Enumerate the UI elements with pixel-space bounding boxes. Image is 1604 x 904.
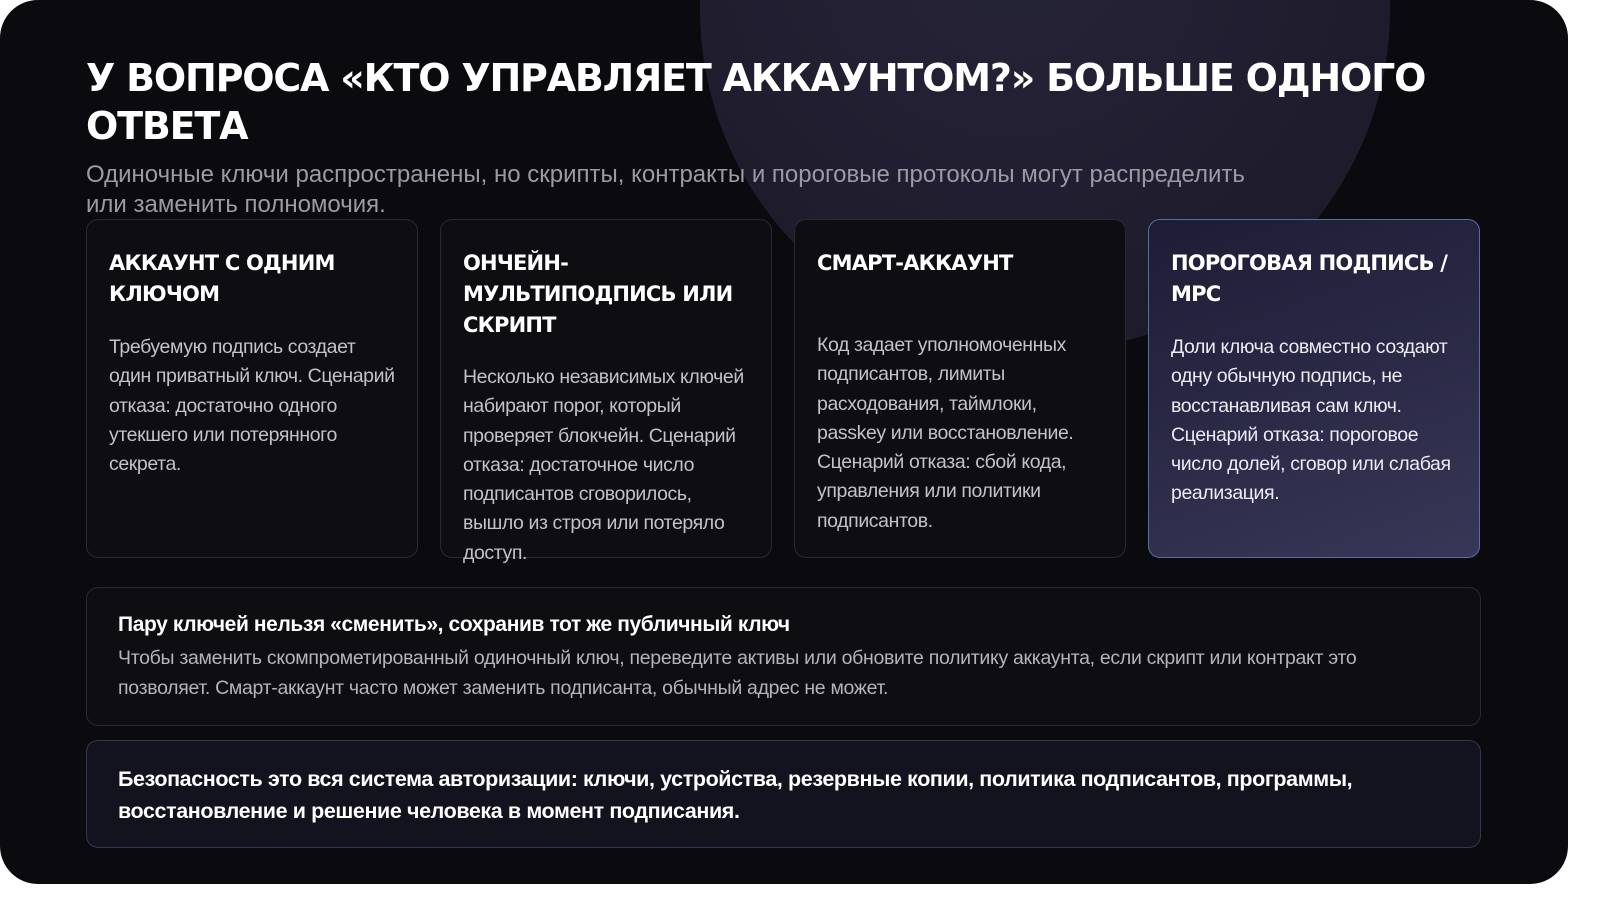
card-title: ПОРОГОВАЯ ПОДПИСЬ / MPC: [1171, 251, 1448, 306]
card-smart-account: [794, 219, 1126, 558]
card-title: СМАРТ-АККАУНТ: [817, 251, 1013, 275]
card-single-key: [86, 219, 418, 558]
card-text: Код задает уполномоченных подписантов, лимиты расходования, таймлоки, passkey или восстановление. Сценарий отказа: сбой кода, управления или политики подписантов.: [817, 334, 1074, 532]
card-threshold-mpc: [1148, 219, 1480, 558]
card-title: ОНЧЕЙН-МУЛЬТИПОДПИСЬ ИЛИ СКРИПТ: [463, 251, 733, 337]
notice-text: Чтобы заменить скомпрометированный одиночный ключ, переведите активы или обновите политику аккаунта, если скрипт или контракт это позволяет. Смарт-аккаунт часто может заменить подписанта, обычный адрес не может.: [118, 647, 1357, 699]
key-rotation-notice: [86, 587, 1481, 726]
card-text: Требуемую подпись создает один приватный ключ. Сценарий отказа: достаточно одного утекшего или потерянного секрета.: [109, 336, 395, 476]
slide-subtitle: Одиночные ключи распространены, но скрипты, контракты и пороговые протоколы могут распределить или заменить полномочия.: [86, 161, 1245, 218]
notice-title: Пару ключей нельзя «сменить», сохранив тот же публичный ключ: [118, 613, 790, 636]
card-text: Доли ключа совместно создают одну обычную подпись, не восстанавливая сам ключ. Сценарий отказа: пороговое число долей, сговор или слабая реализация.: [1171, 336, 1451, 505]
slide-title: У ВОПРОСА «КТО УПРАВЛЯЕТ АККАУНТОМ?» БОЛЬШЕ ОДНОГО ОТВЕТА: [86, 56, 1426, 148]
card-onchain-multisig: [440, 219, 772, 564]
card-title: АККАУНТ С ОДНИМ КЛЮЧОМ: [109, 251, 335, 306]
card-text: Несколько независимых ключей набирают порог, который проверяет блокчейн. Сценарий отказа: достаточное число подписантов сговорилось, вышло из строя или потеряло доступ.: [463, 366, 744, 564]
summary-text: Безопасность это вся система авторизации: ключи, устройства, резервные копии, политика подписантов, программы, восстановление и решение человека в момент подписания.: [118, 767, 1353, 823]
security-summary: [86, 740, 1481, 848]
